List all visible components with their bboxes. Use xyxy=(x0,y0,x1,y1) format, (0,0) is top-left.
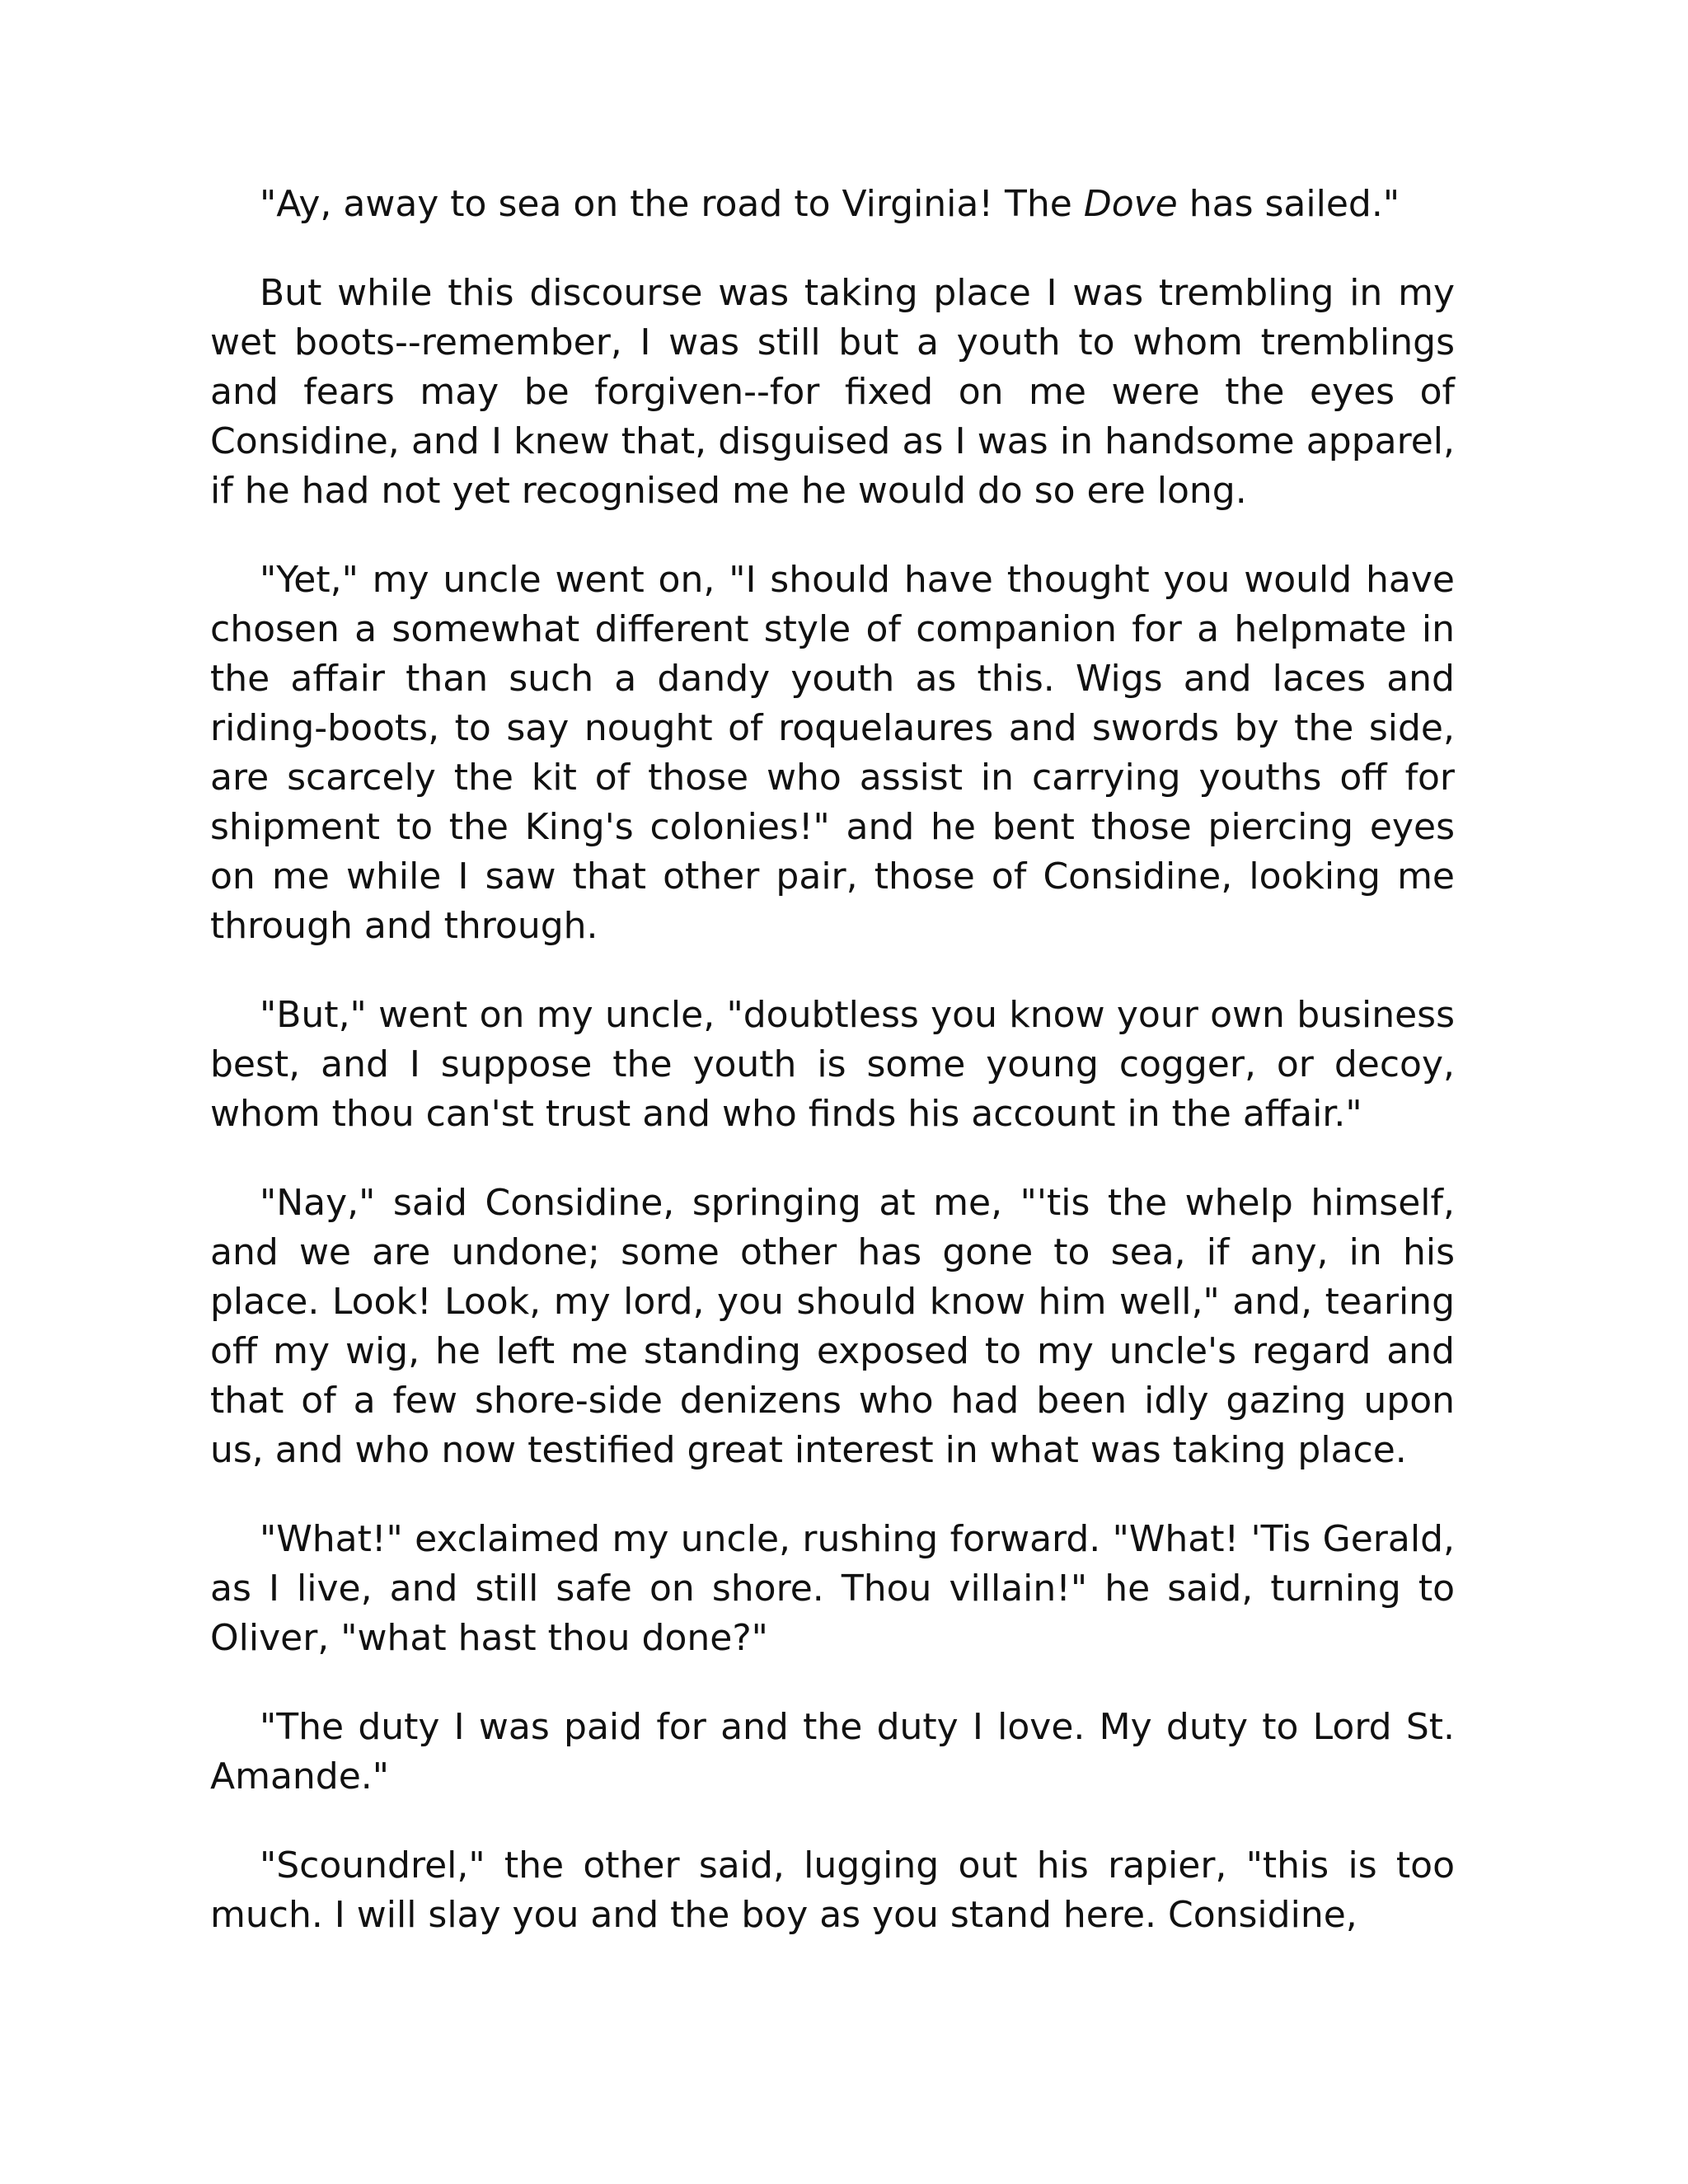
paragraph-6: "What!" exclaimed my uncle, rushing forward. "What! 'Tis Gerald, as I live, and still safe on shore. Thou villain!" he said, turning to Oliver, "what hast thou done?" xyxy=(210,1518,1455,1659)
paragraph-5: "Nay," said Considine, springing at me, "'tis the whelp himself, and we are undone; some other has gone to sea, if any, in his place. Look! Look, my lord, you should know him well," and, tearing off my wig, he left me standing exposed to my uncle's regard and that of a few shore-side denizens who had been idly gazing upon us, and who now testified great interest in what was taking place. xyxy=(210,1182,1455,1471)
paragraph-1 xyxy=(210,180,1455,229)
paragraph-1-text-before: "Ay, away to sea on the road to Virginia! The xyxy=(260,183,1084,225)
paragraph-8: "Scoundrel," the other said, lugging out his rapier, "this is too much. I will slay you and the boy as you stand here. Considine, xyxy=(210,1844,1455,1936)
book-page xyxy=(210,180,1455,1940)
paragraph-7: "The duty I was paid for and the duty I love. My duty to Lord St. Amande." xyxy=(210,1706,1455,1797)
ship-name-italic: Dove xyxy=(1083,183,1178,225)
paragraph-1-text-after: has sailed." xyxy=(1177,183,1400,225)
paragraph-2: But while this discourse was taking place I was trembling in my wet boots--remember, I was still but a youth to whom tremblings and fears may be forgiven--for fixed on me were the eyes of Considine, and I knew that, disguised as I was in handsome apparel, if he had not yet recognised me he would do so ere long. xyxy=(210,272,1455,512)
paragraph-4: "But," went on my uncle, "doubtless you know your own business best, and I suppose the youth is some young cogger, or decoy, whom thou can'st trust and who finds his account in the affair." xyxy=(210,994,1455,1135)
paragraph-3: "Yet," my uncle went on, "I should have thought you would have chosen a somewhat different style of companion for a helpmate in the affair than such a dandy youth as this. Wigs and laces and riding-boots, to say nought of roquelaures and swords by the side, are scarcely the kit of those who assist in carrying youths off for shipment to the King's colonies!" and he bent those piercing eyes on me while I saw that other pair, those of Considine, looking me through and through. xyxy=(210,559,1455,947)
